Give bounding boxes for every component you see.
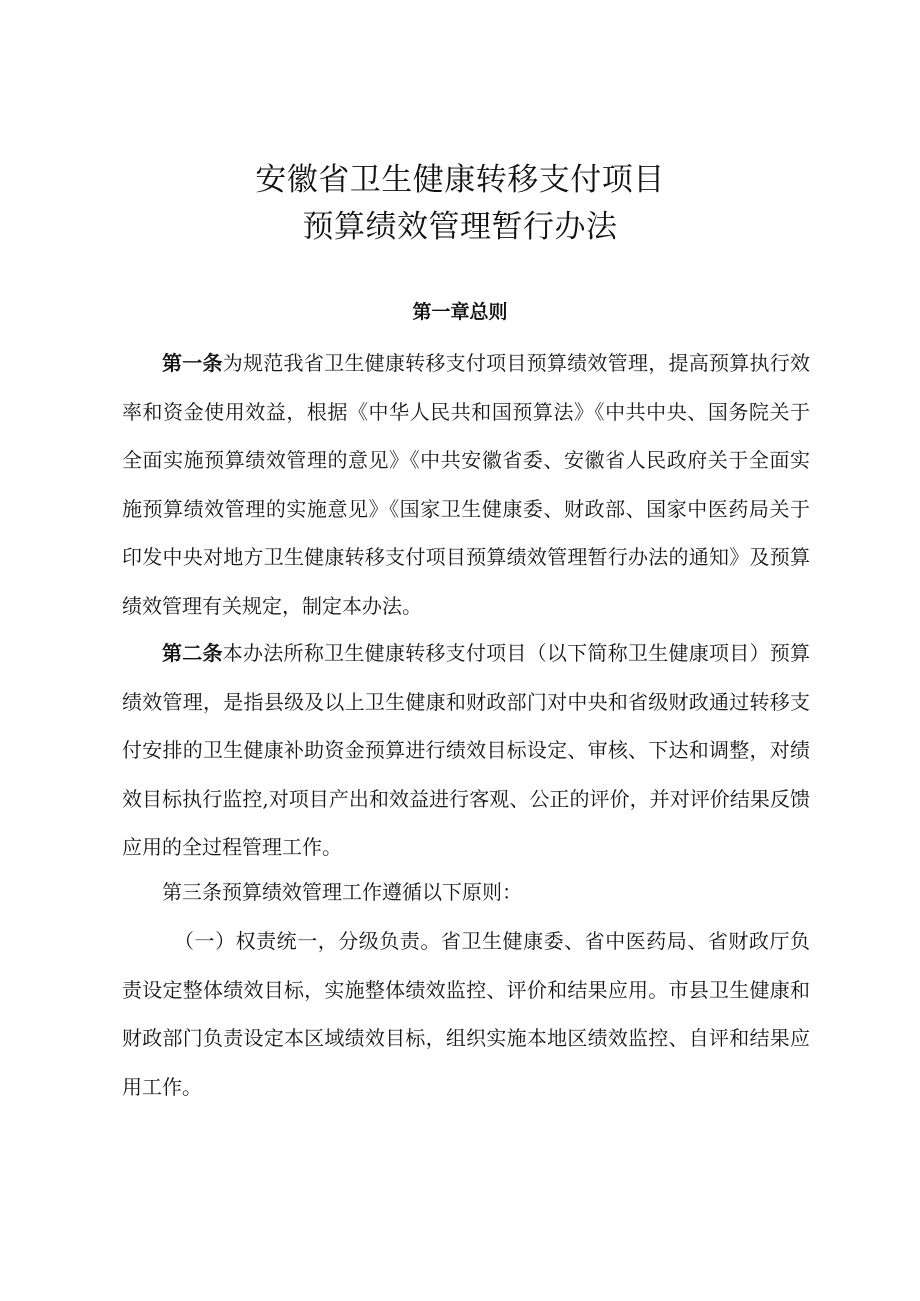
document-title-line-1: 安徽省卫生健康转移支付项目: [255, 162, 665, 198]
chapter-heading: 第一章总则: [412, 301, 508, 323]
article-3-item-1-paragraph: （一）权责统一，分级负责。省卫生健康委、省中医药局、省财政厅负责设定整体绩效目标，实施整体绩效监控、评价和结果应用。市县卫生健康和财政部门负责设定本区域绩效目标，组织实施本地区绩效监控、自评和结果应用工作。: [122, 929, 810, 1099]
article-1-paragraph: [122, 339, 810, 630]
document-title-line-2: 预算绩效管理暂行办法: [302, 209, 618, 245]
article-2-label: 第二条: [162, 641, 223, 665]
article-1-label: 第一条: [162, 351, 223, 375]
article-3-paragraph: 第三条预算绩效管理工作遵循以下原则：: [162, 880, 522, 904]
article-1-text: 为规范我省卫生健康转移支付项目预算绩效管理，提高预算执行效率和资金使用效益，根据《中华人民共和国预算法》《中共中央、国务院关于全面实施预算绩效管理的意见》《中共安徽省委、安徽省人民政府关于全面实施预算绩效管理的实施意见》《国家卫生健康委、财政部、国家中医药局关于印发中央对地方卫生健康转移支付项目预算绩效管理暂行办法的通知》及预算绩效管理有关规定，制定本办法。: [122, 351, 811, 618]
article-1: [122, 339, 810, 630]
article-2: [122, 629, 810, 872]
article-2-text: 本办法所称卫生健康转移支付项目（以下简称卫生健康项目）预算绩效管理，是指县级及以上卫生健康和财政部门对中央和省级财政通过转移支付安排的卫生健康补助资金预算进行绩效目标设定、审核、下达和调整，对绩效目标执行监控,对项目产出和效益进行客观、公正的评价，并对评价结果反馈应用的全过程管理工作。: [122, 641, 811, 859]
article-3-item-1: [122, 917, 810, 1111]
article-2-paragraph: [122, 629, 810, 872]
article-3: [122, 868, 810, 917]
